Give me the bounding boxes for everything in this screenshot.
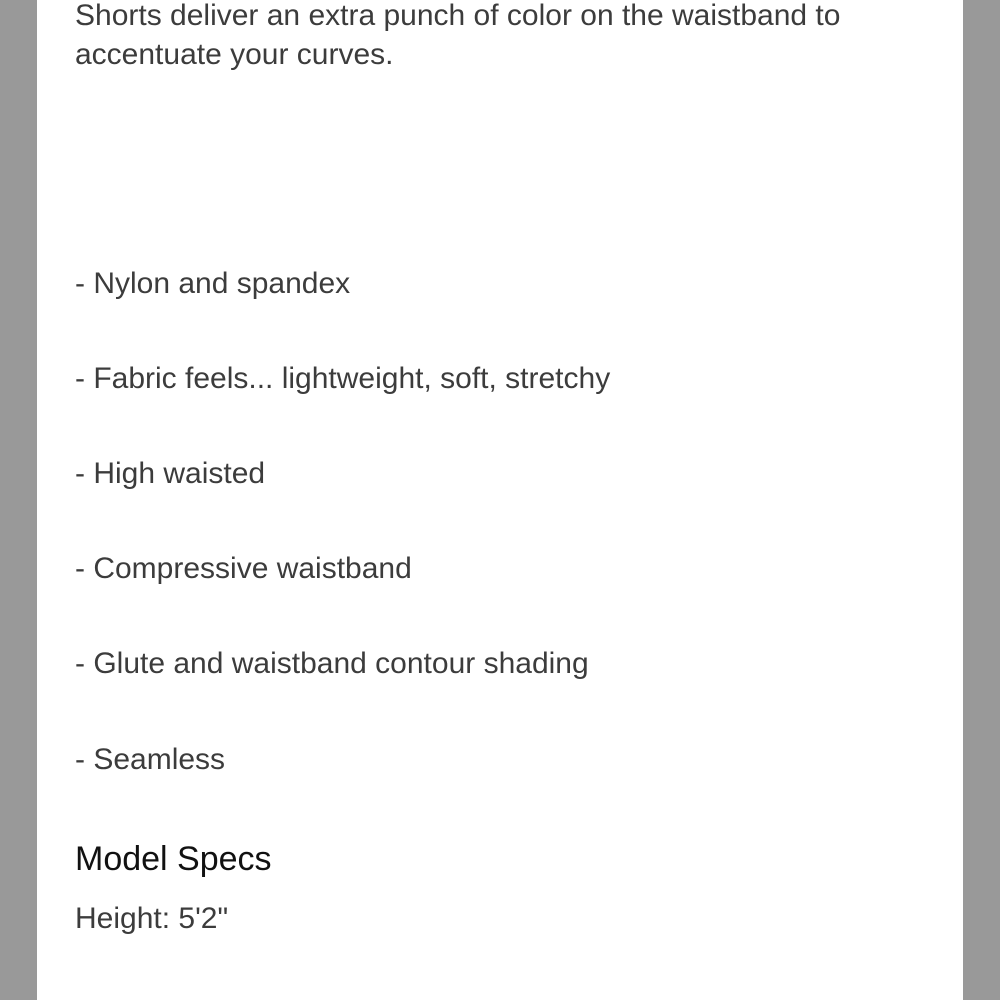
model-height: Height: 5'2" [75,902,229,935]
model-specs-heading: Model Specs [75,840,272,878]
feature-item: - High waisted [75,457,266,490]
feature-item: - Seamless [75,743,226,776]
feature-item: - Glute and waistband contour shading [75,647,589,680]
feature-item: - Compressive waistband [75,552,412,585]
feature-item: - Nylon and spandex [75,267,351,300]
feature-item: - Fabric feels... lightweight, soft, stretchy [75,362,611,395]
product-details-panel [37,0,963,1000]
product-description: Shorts deliver an extra punch of color on the waistband to accentuate your curves. [75,0,841,71]
